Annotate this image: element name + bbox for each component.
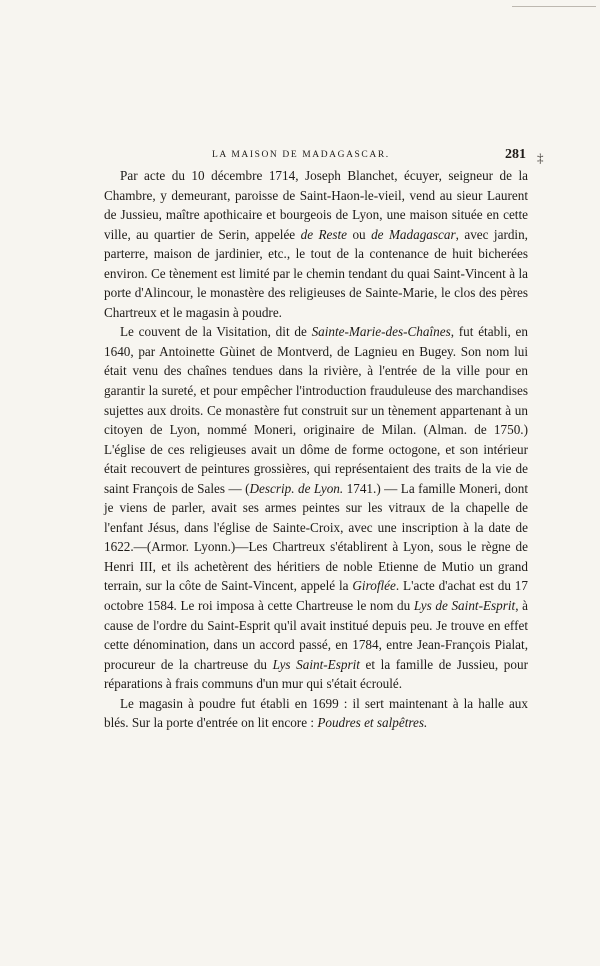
- text-run: 1741.) — La famille Moneri, dont je viens de parler, avait ses armes peintes sur les vitraux de la chapelle de l'enfant Jésus, dans l'église de Sainte-Croix, avec une inscription à la date de 1622.—(Armor. Lyonn.)—Les Chartreux s'établirent à Lyon, sous le règne de Henri III, et ils achetèrent des héritiers de noble Etienne de Mutio un grand terrain, sur la côte de Saint-Vincent, appelé la: [104, 480, 529, 594]
- italic-run: de Reste: [300, 226, 348, 242]
- text-run: , à cause de l'ordre du Saint-Esprit qu'il avait institué depuis peu. Je trouve en effet cette dénomination, dans un accord passé, en 1784, entre Jean-François Pialat, procureur de la chartreuse du: [104, 598, 528, 672]
- italic-run: Sainte-Marie-des-Chaînes: [311, 324, 451, 340]
- italic-run: de Madagascar: [371, 226, 456, 242]
- italic-run: Descrip. de Lyon.: [249, 480, 344, 496]
- italic-run: Poudres et salpêtres.: [317, 715, 428, 731]
- running-title: LA MAISON DE MADAGASCAR.: [212, 150, 390, 160]
- text-run: , avec jardin, parterre, maison de jardinier, etc., le tout de la contenance de huit bicherées environ. Ce tènement est limité par le chemin tendant du quai Saint-Vincent à la porte d'Alincour, le monastère des religieuses de Sainte-Marie, le clos des pères Chartreux et le magasin à poudre.: [104, 226, 528, 320]
- book-page: [104, 148, 528, 733]
- page-number: 281: [505, 147, 526, 162]
- text-run: , fut établi, en 1640, par Antoinette Gùinet de Montverd, de Lagnieu en Bugey. Son nom lui était venu des chaînes tendues dans la rivière, à l'entrée de la ville pour en garantir la sureté, et pour empêcher l'introduction frauduleuse des marchandises sujettes aux droits. Ce monastère fut construit sur un tènement appartenant à un citoyen de Lyon, nommé Moneri, originaire de Milan. (Alman. de 1750.) L'église de ces religieuses avait un dôme de forme octogone, et son intérieur était recouvert de peintures grossières, qui représentaient des traits de la vie de saint François de Sales — (: [104, 324, 528, 496]
- italic-run: Lys de Saint-Esprit: [413, 598, 516, 614]
- margin-mark: ‡: [537, 150, 544, 165]
- paragraph: [104, 694, 528, 733]
- scan-edge-rule: [512, 6, 596, 7]
- paragraph: [104, 322, 528, 693]
- text-run: Le couvent de la Visitation, dit de: [120, 324, 312, 340]
- paragraph: [104, 166, 528, 322]
- text-run: ou: [347, 226, 372, 242]
- text-run: Par acte du 10 décembre 1714, Joseph Blanchet, écuyer, seigneur de la Chambre, y demeurant, paroisse de Saint-Haon-le-vieil, vend au sieur Laurent de Jussieu, maître apothicaire et bourgeois de Lyon, une maison située en cette ville, au quartier de Serin, appelée: [104, 168, 528, 242]
- text-run: . L'acte d'achat est du 17 octobre 1584. Le roi imposa à cette Chartreuse le nom du: [104, 578, 528, 614]
- text-run: et la famille de Jussieu, pour réparations à frais communs d'un mur qui s'était écroulé.: [104, 656, 528, 692]
- italic-run: Lys Saint-Esprit: [272, 656, 360, 672]
- text-run: Le magasin à poudre fut établi en 1699 : il sert maintenant à la halle aux blés. Sur la porte d'entrée on lit encore :: [104, 695, 528, 731]
- body-text: [104, 166, 528, 733]
- running-head: [104, 148, 528, 166]
- italic-run: Giroflée: [352, 578, 396, 594]
